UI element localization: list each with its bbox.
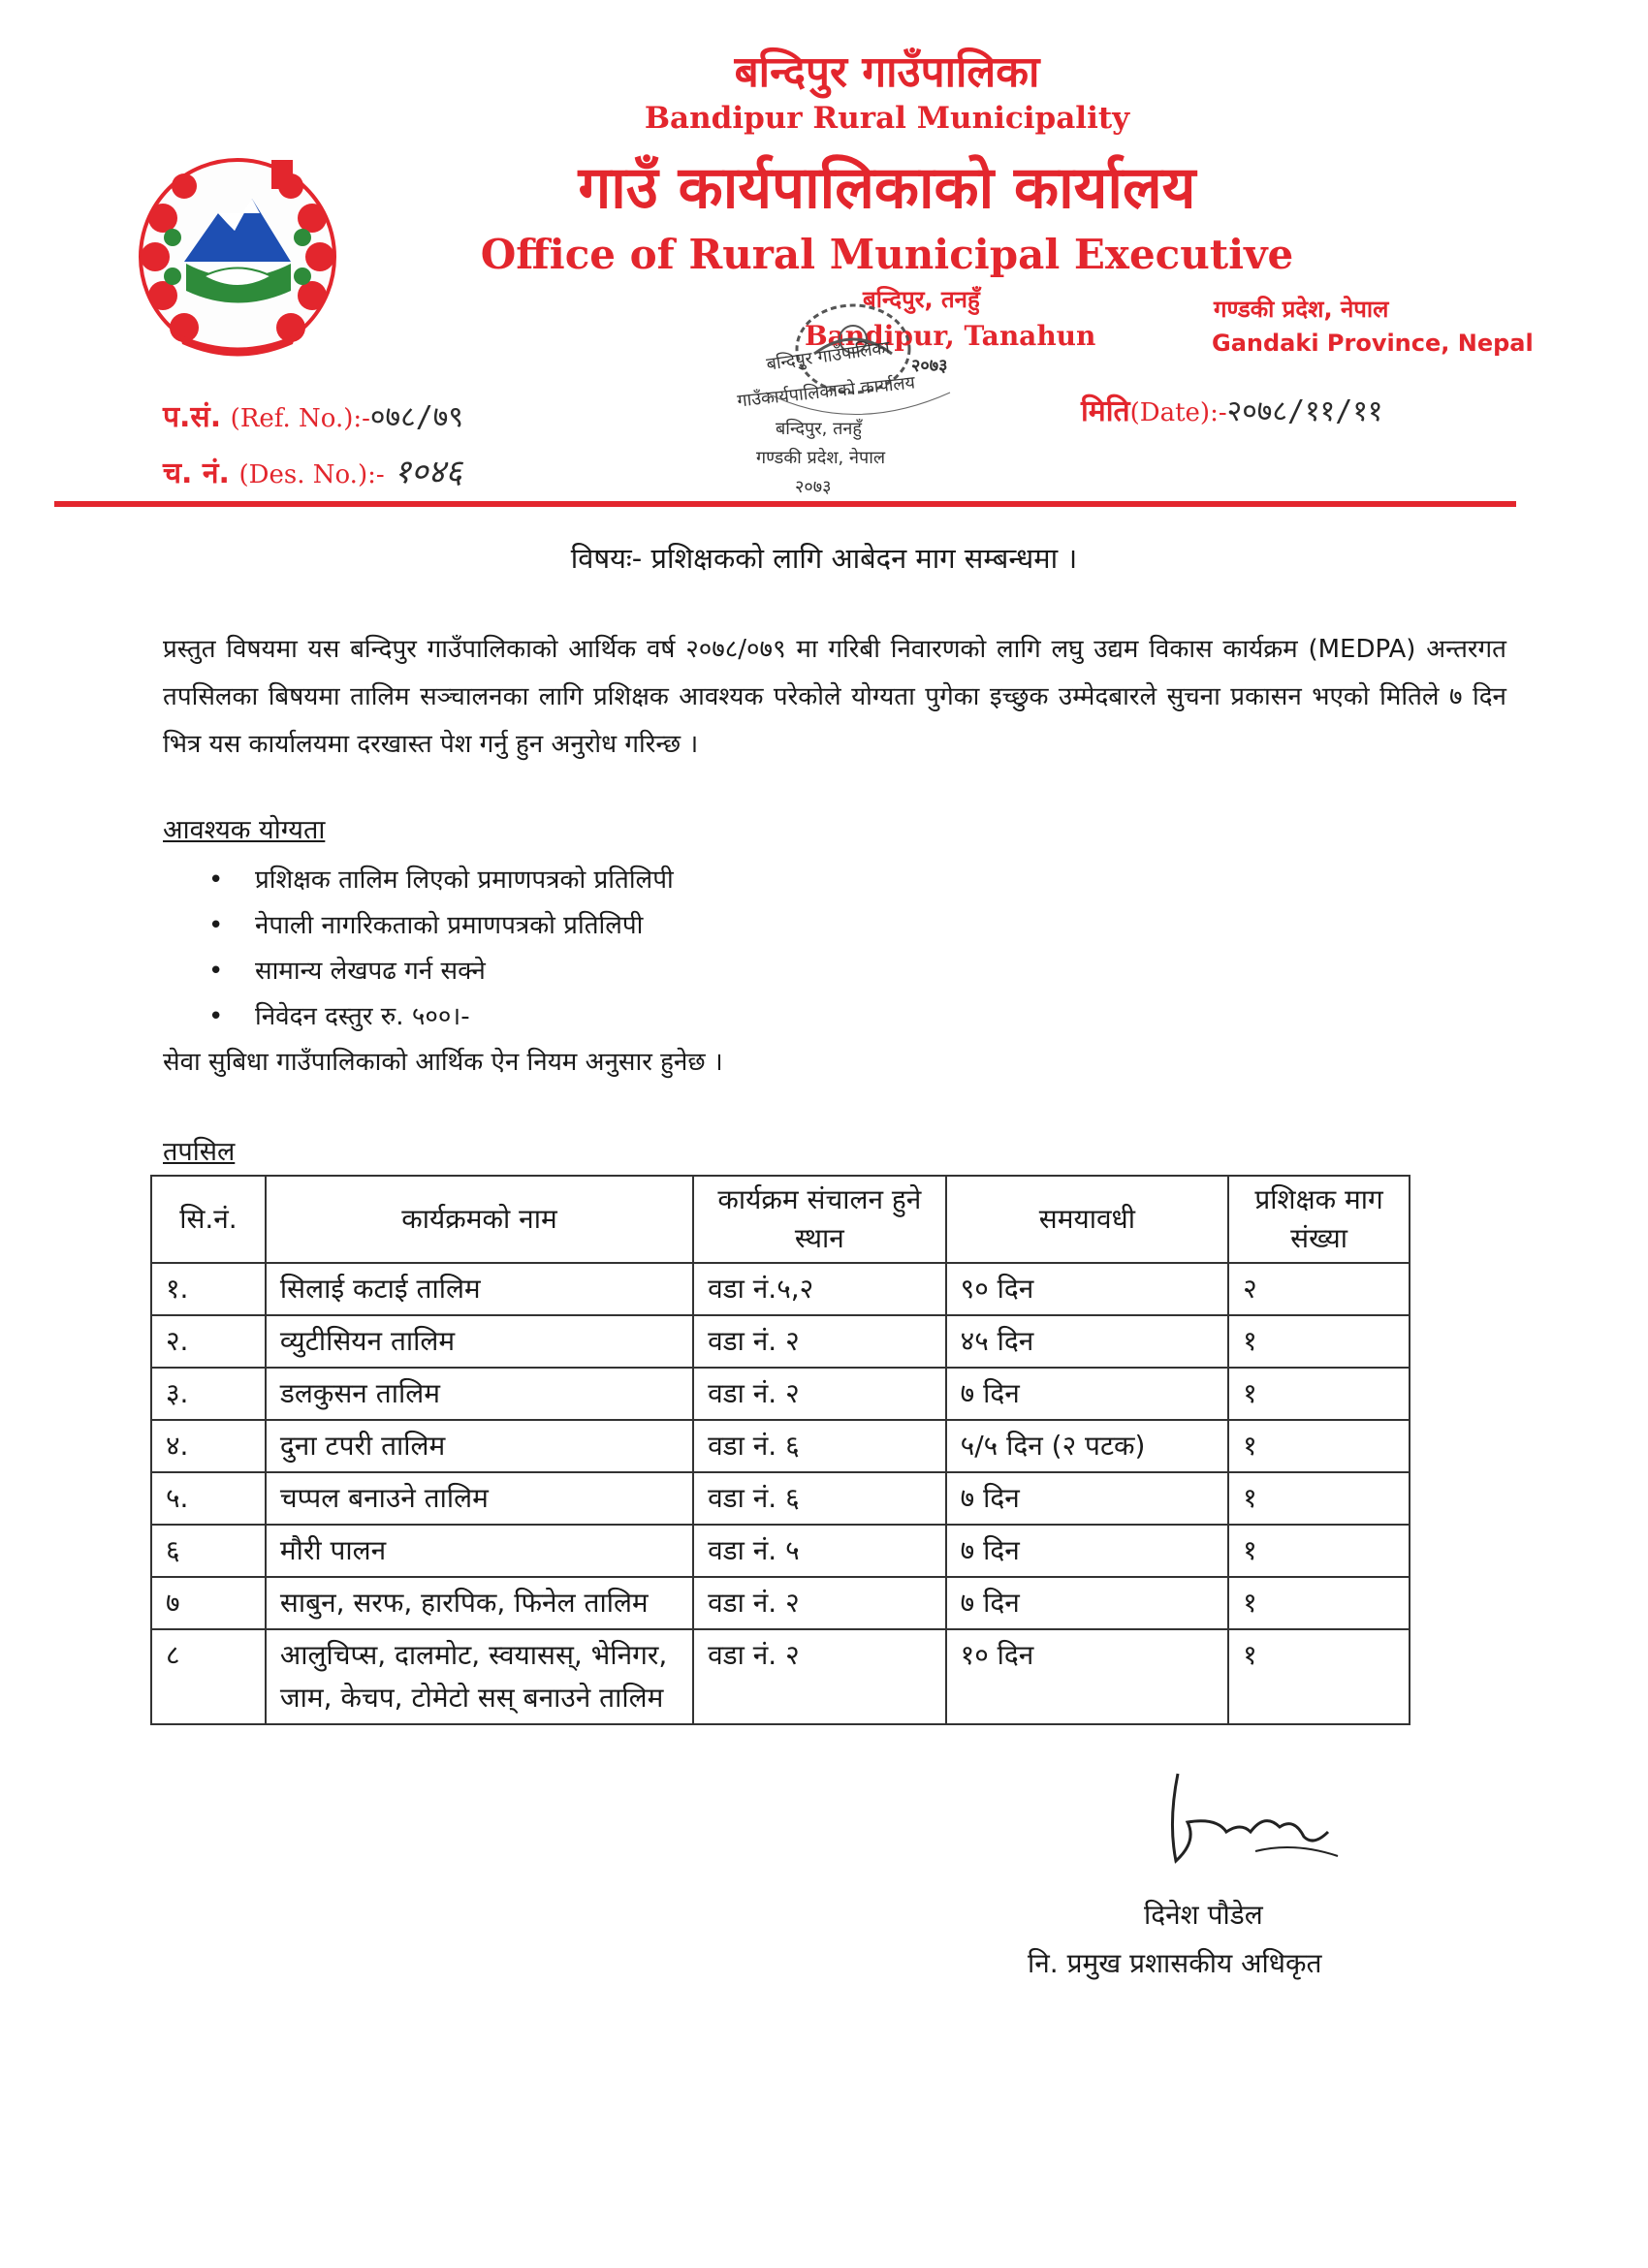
cell-trainers: १ <box>1228 1525 1410 1577</box>
table-row <box>151 1629 1410 1724</box>
cell-sn: ६ <box>151 1525 266 1577</box>
seal-year: २०७३ <box>911 356 948 376</box>
date-label-english: (Date):- <box>1129 398 1227 427</box>
subject-line: विषयः- प्रशिक्षकको लागि आबेदन माग सम्बन्धमा । <box>570 542 1078 575</box>
date-line <box>1081 390 1383 429</box>
province-nepali: गण्डकी प्रदेश, नेपाल <box>1214 296 1389 323</box>
schedule-table <box>150 1175 1410 1725</box>
seal-year-bottom: २०७३ <box>795 477 832 497</box>
office-name-english: Office of Rural Municipal Executive <box>480 231 1294 278</box>
table-row <box>151 1315 1410 1368</box>
des-number-line <box>163 448 462 492</box>
des-value: १०४६ <box>394 453 462 491</box>
ref-value: ०७८/७९ <box>369 400 463 434</box>
body-paragraph: प्रस्तुत विषयमा यस बन्दिपुर गाउँपालिकाको आर्थिक वर्ष २०७८/०७९ मा गरिबी निवारणको लागि लघु उद्यम विकास कार्यक्रम (MEDPA) अन्तरगत तपसिलका बिषयमा तालिम सञ्चालनका लागि प्रशिक्षक आवश्यक परेकोले योग्यता पुगेका इच्छुक उम्मेदबारले सुचना प्रकासन भएको मितिले ७ दिन भित्र यस कार्यालयमा दरखास्त पेश गर्नु हुन अनुरोध गरिन्छ । <box>163 635 1506 759</box>
seal-line2: गाउँकार्यपालिकाको कार्यालय <box>736 372 916 412</box>
des-label-english: (Des. No.):- <box>238 460 385 489</box>
list-item: • नेपाली नागरिकताको प्रमाणपत्रको प्रतिलिपी <box>208 903 674 949</box>
cell-sn: १. <box>151 1263 266 1315</box>
seal-line4: गण्डकी प्रदेश, नेपाल <box>756 448 886 468</box>
col-header-trainers: प्रशिक्षक माग संख्या <box>1228 1176 1410 1263</box>
cell-program: मौरी पालन <box>266 1525 693 1577</box>
cell-location: वडा नं. २ <box>693 1629 946 1724</box>
list-item: • सामान्य लेखपढ गर्न सक्ने <box>208 949 674 994</box>
col-header-sn: सि.नं. <box>151 1176 266 1263</box>
table-header-row <box>151 1176 1410 1263</box>
cell-duration: ५/५ दिन (२ पटक) <box>946 1420 1229 1472</box>
cell-sn: ७ <box>151 1577 266 1629</box>
cell-sn: २. <box>151 1315 266 1368</box>
district-nepali: बन्दिपुर, तनहुँ <box>863 286 980 313</box>
date-value: २०७८/११/११ <box>1226 394 1383 428</box>
cell-duration: ७ दिन <box>946 1472 1229 1525</box>
table-row <box>151 1577 1410 1629</box>
cell-duration: ९० दिन <box>946 1263 1229 1315</box>
cell-location: वडा नं. ६ <box>693 1420 946 1472</box>
table-row <box>151 1263 1410 1315</box>
requirements-title: आवश्यक योग्यता <box>163 815 326 845</box>
requirements-list <box>208 858 674 1040</box>
table-row <box>151 1472 1410 1525</box>
table-row <box>151 1525 1410 1577</box>
des-label-nepali: च. नं. <box>163 457 230 490</box>
cell-trainers: १ <box>1228 1629 1410 1724</box>
cell-location: वडा नं.५,२ <box>693 1263 946 1315</box>
date-label-nepali: मिति <box>1081 394 1130 428</box>
cell-location: वडा नं. २ <box>693 1315 946 1368</box>
cell-sn: ८ <box>151 1629 266 1724</box>
cell-program: व्युटीसियन तालिम <box>266 1315 693 1368</box>
header-divider <box>54 501 1516 507</box>
cell-program: आलुचिप्स, दालमोट, स्वयासस्, भेनिगर, जाम, केचप, टोमेटो सस् बनाउने तालिम <box>266 1629 693 1724</box>
table-row <box>151 1420 1410 1472</box>
cell-program: साबुन, सरफ, हारपिक, फिनेल तालिम <box>266 1577 693 1629</box>
municipality-name-nepali: बन्दिपुर गाउँपालिका <box>734 47 1040 97</box>
col-header-duration: समयावधी <box>946 1176 1229 1263</box>
cell-program: सिलाई कटाई तालिम <box>266 1263 693 1315</box>
cell-location: वडा नं. ५ <box>693 1525 946 1577</box>
cell-program: दुना टपरी तालिम <box>266 1420 693 1472</box>
seal-line3: बन्दिपुर, तनहुँ <box>776 419 862 439</box>
cell-duration: ७ दिन <box>946 1577 1229 1629</box>
cell-trainers: १ <box>1228 1368 1410 1420</box>
ref-label-english: (Ref. No.):- <box>230 404 370 433</box>
cell-duration: ४५ दिन <box>946 1315 1229 1368</box>
cell-location: वडा नं. २ <box>693 1577 946 1629</box>
cell-trainers: १ <box>1228 1315 1410 1368</box>
list-item: • प्रशिक्षक तालिम लिएको प्रमाणपत्रको प्रतिलिपी <box>208 858 674 903</box>
cell-program: चप्पल बनाउने तालिम <box>266 1472 693 1525</box>
table-row <box>151 1368 1410 1420</box>
col-header-program: कार्यक्रमको नाम <box>266 1176 693 1263</box>
col-header-location: कार्यक्रम संचालन हुने स्थान <box>693 1176 946 1263</box>
cell-duration: ७ दिन <box>946 1525 1229 1577</box>
office-name-nepali: गाउँ कार्यपालिकाको कार्यालय <box>578 154 1196 222</box>
signatory-name: दिनेश पौडेल <box>1144 1899 1263 1931</box>
seal-line1: बन्दिपुर गाउँपालिका <box>765 337 892 375</box>
signatory-title: नि. प्रमुख प्रशासकीय अधिकृत <box>1028 1947 1322 1979</box>
cell-location: वडा नं. २ <box>693 1368 946 1420</box>
cell-sn: ४. <box>151 1420 266 1472</box>
cell-program: डलकुसन तालिम <box>266 1368 693 1420</box>
schedule-title: तपसिल <box>163 1137 236 1167</box>
cell-location: वडा नं. ६ <box>693 1472 946 1525</box>
service-note: सेवा सुबिधा गाउँपालिकाको आर्थिक ऐन नियम अनुसार हुनेछ । <box>163 1048 723 1077</box>
district-english: Bandipur, Tanahun <box>805 320 1096 352</box>
list-item: • निवेदन दस्तुर रु. ५००।- <box>208 994 674 1040</box>
cell-trainers: १ <box>1228 1472 1410 1525</box>
cell-duration: १० दिन <box>946 1629 1229 1724</box>
cell-trainers: १ <box>1228 1420 1410 1472</box>
cell-trainers: १ <box>1228 1577 1410 1629</box>
ref-label-nepali: प.सं. <box>163 400 222 434</box>
province-english: Gandaki Province, Nepal <box>1212 330 1534 357</box>
cell-sn: ३. <box>151 1368 266 1420</box>
ref-number-line <box>163 395 463 435</box>
cell-trainers: २ <box>1228 1263 1410 1315</box>
signature-icon <box>1158 1764 1352 1880</box>
municipality-name-english: Bandipur Rural Municipality <box>644 101 1130 136</box>
cell-sn: ५. <box>151 1472 266 1525</box>
cell-duration: ७ दिन <box>946 1368 1229 1420</box>
